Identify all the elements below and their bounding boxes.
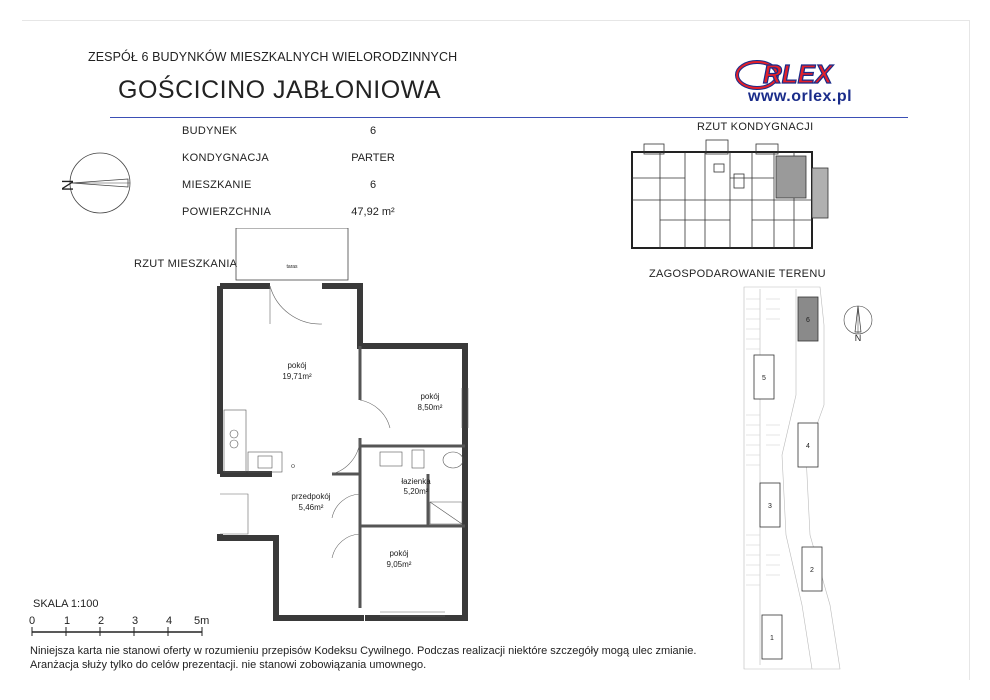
floor-plan-thumbnail [630,138,830,250]
compass-icon [58,150,140,216]
scale-tick-3: 3 [132,615,139,627]
room-bathroom-area: 5,20m² [403,487,429,496]
room-hallway-area: 5,46m² [298,503,324,512]
scale-caption: SKALA 1:100 [33,598,99,610]
site-building-1: 1 [770,635,774,642]
scale-tick-1: 1 [64,615,71,627]
scale-tick-5m: 5m [194,615,210,627]
site-building-3: 3 [768,503,772,510]
compass-letter: N [60,179,77,191]
scale-tick-2: 2 [98,615,105,627]
site-building-4: 4 [806,443,810,450]
svg-text:RLEX: RLEX [763,59,833,89]
room-bathroom-name: łazienka [401,477,431,486]
north-arrow-icon [840,302,878,342]
info-value-apartment: 6 [369,179,377,191]
room-bedroom-small-area: 8,50m² [417,403,443,412]
site-building-6: 6 [806,317,810,324]
scale-tick-0: 0 [29,615,36,627]
room-hallway-name: przedpokój [291,492,331,501]
info-label-apartment: MIESZKANIE [182,179,252,191]
site-building-5: 5 [762,375,766,382]
info-label-floor: KONDYGNACJA [182,152,270,164]
room-bedroom-area: 9,05m² [386,560,412,569]
info-value-building: 6 [369,125,377,137]
site-plan-caption: ZAGOSPODAROWANIE TERENU [649,268,826,280]
terrace-label: taras [286,264,298,270]
floor-plan-caption: RZUT KONDYGNACJI [697,121,814,133]
info-label-area: POWIERZCHNIA [182,206,272,218]
frame-top-line [22,20,970,21]
info-value-floor: PARTER [351,152,395,164]
room-bedroom-small-name: pokój [420,392,440,401]
site-plan [740,285,844,671]
project-line: ZESPÓŁ 6 BUDYNKÓW MIESZKALNYCH WIELORODZINNYCH [88,50,458,64]
info-label-building: BUDYNEK [182,125,238,137]
project-title: GOŚCICINO JABŁONIOWA [118,76,442,104]
info-value-area: 47,92 m² [351,206,395,218]
frame-right-line [969,20,970,680]
room-living-name: pokój [287,361,307,370]
north-letter: N [854,333,862,342]
room-bedroom-name: pokój [389,549,409,558]
room-living-area: 19,71m² [282,372,312,381]
scale-bar [30,624,215,646]
apartment-plan-caption: RZUT MIESZKANIA [134,258,238,270]
logo-url[interactable]: www.orlex.pl [748,88,853,105]
apartment-plan [200,228,500,640]
disclaimer-line-2: Aranżacja służy tylko do celów prezentacji. nie stanowi zobowiązania umownego. [30,659,427,671]
disclaimer-line-1: Niniejsza karta nie stanowi oferty w rozumieniu przepisów Kodeksu Cywilnego. Podczas realizacji niektóre szczegóły mogą ulec zmianie. [30,645,697,657]
header-rule [110,117,908,118]
scale-tick-4: 4 [166,615,173,627]
site-building-2: 2 [810,567,814,574]
